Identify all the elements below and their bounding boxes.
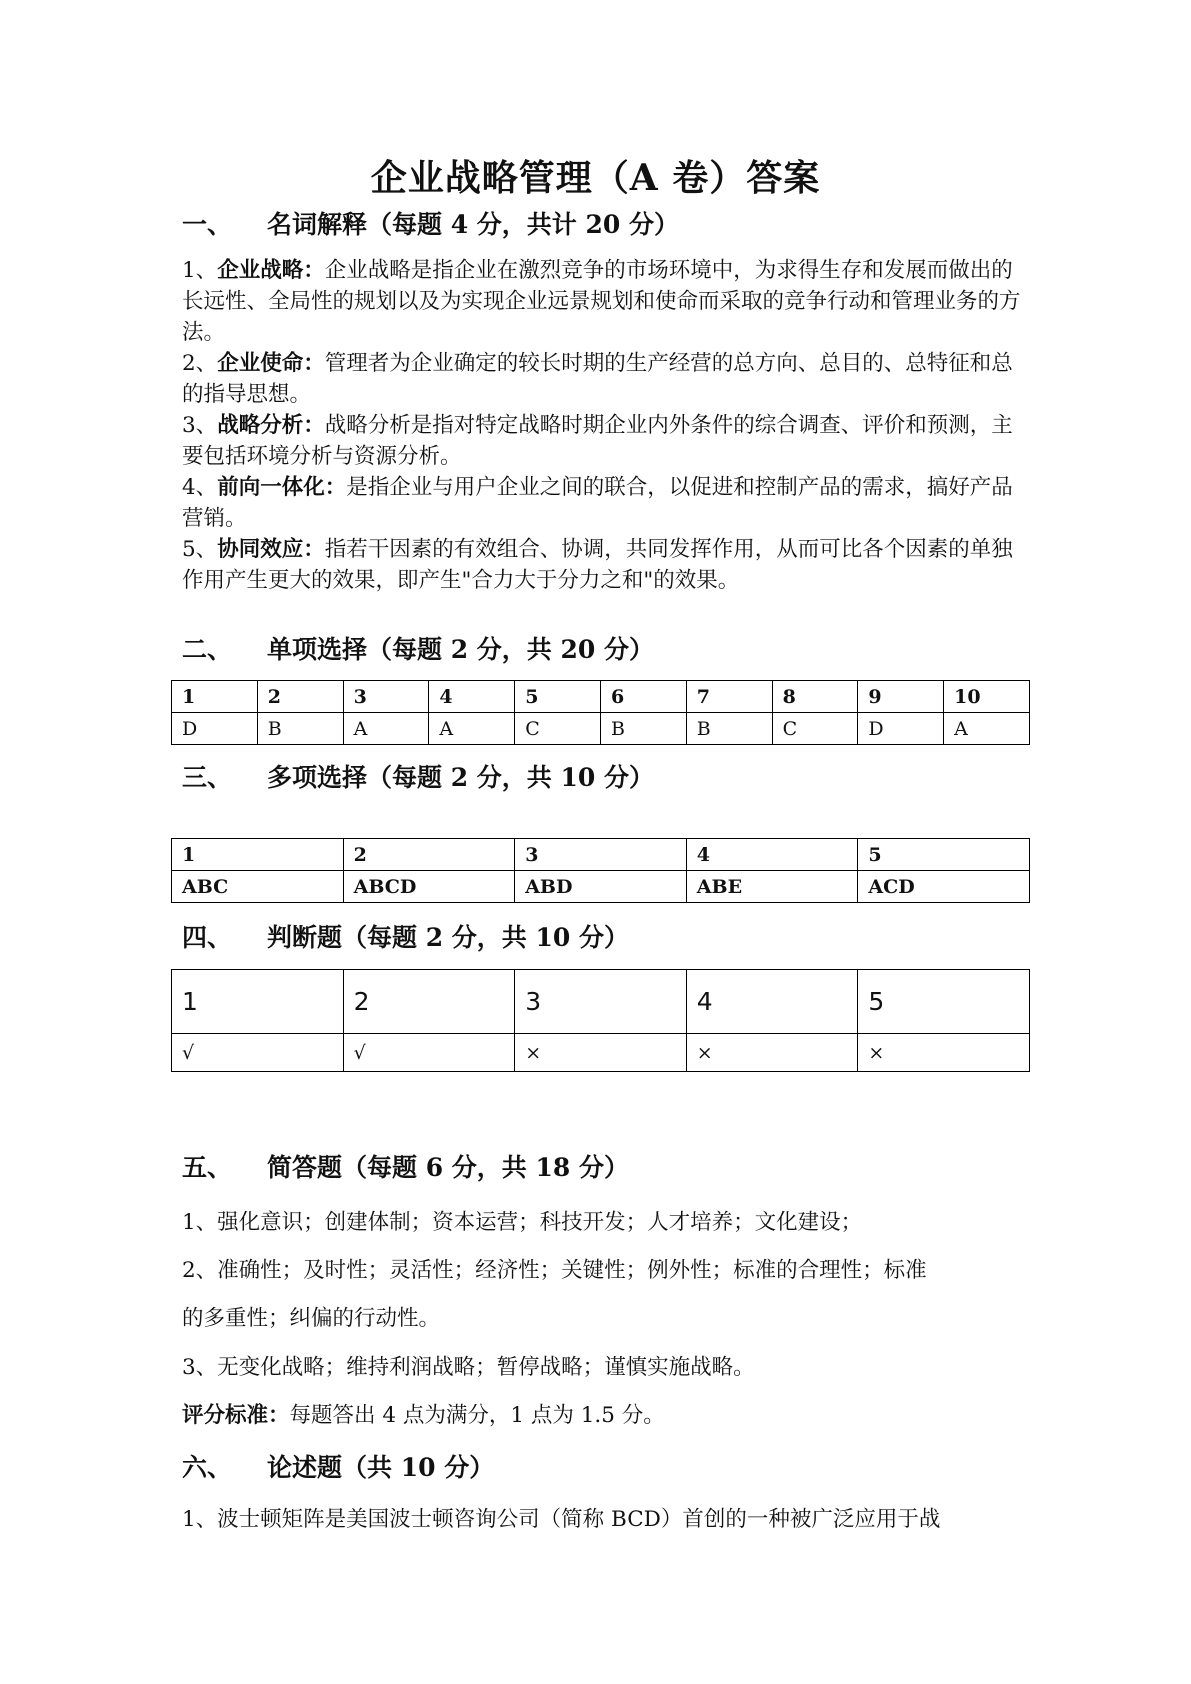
section-title: 多项选择（每题 2 分，共 10 分） bbox=[267, 763, 655, 792]
definition-separator: ： bbox=[303, 258, 325, 283]
table-cell: A bbox=[343, 713, 429, 745]
section-number: 二、 bbox=[182, 635, 233, 664]
section-number: 五、 bbox=[182, 1153, 233, 1182]
definition-item bbox=[182, 534, 1022, 596]
definition-number: 1、 bbox=[182, 258, 218, 283]
table-cell: 9 bbox=[858, 681, 944, 713]
table-cell: 1 bbox=[172, 970, 344, 1034]
table-cell: ACD bbox=[858, 871, 1030, 903]
table-cell: 10 bbox=[944, 681, 1030, 713]
section-number: 六、 bbox=[182, 1453, 233, 1482]
table-cell: ABE bbox=[686, 871, 858, 903]
table-cell: ABD bbox=[515, 871, 687, 903]
table-cell: A bbox=[944, 713, 1030, 745]
true-false-table bbox=[171, 969, 1030, 1072]
table-cell: 7 bbox=[686, 681, 772, 713]
document-title: 企业战略管理（A 卷）答案 bbox=[370, 157, 821, 199]
section-heading-3 bbox=[182, 758, 654, 794]
definition-term: 协同效应 bbox=[217, 537, 304, 562]
table-row bbox=[172, 713, 1030, 745]
short-answer-line: 1、强化意识；创建体制；资本运营；科技开发；人才培养；文化建设； bbox=[182, 1210, 863, 1235]
short-answer-line: 2、准确性；及时性；灵活性；经济性；关键性；例外性；标准的合理性；标准 bbox=[182, 1258, 927, 1283]
single-choice-table bbox=[171, 680, 1030, 745]
table-cell: 3 bbox=[515, 839, 687, 871]
table-cell: 2 bbox=[257, 681, 343, 713]
definition-text: 企业战略是指企业在激烈竞争的市场环境中，为求得生存和发展而做出的长远性、全局性的规划以及为实现企业远景规划和使命而采取的竞争行动和管理业务的方法。 bbox=[182, 258, 1021, 345]
table-cell: × bbox=[686, 1034, 858, 1072]
multi-choice-table bbox=[171, 838, 1030, 903]
definition-number: 5、 bbox=[182, 537, 218, 562]
table-cell: 1 bbox=[172, 839, 344, 871]
table-cell: B bbox=[600, 713, 686, 745]
definition-separator: ： bbox=[303, 537, 325, 562]
table-cell: × bbox=[858, 1034, 1030, 1072]
table-cell: 3 bbox=[515, 970, 687, 1034]
definition-term: 前向一体化 bbox=[217, 475, 325, 500]
table-cell: D bbox=[858, 713, 944, 745]
short-answer-line: 的多重性；纠偏的行动性。 bbox=[182, 1306, 441, 1331]
definitions-list bbox=[182, 255, 1022, 596]
essay-answer-line: 1、波士顿矩阵是美国波士顿咨询公司（简称 BCD）首创的一种被广泛应用于战 bbox=[182, 1507, 941, 1532]
table-cell: ABC bbox=[172, 871, 344, 903]
section-heading-1 bbox=[182, 205, 679, 241]
definition-separator: ： bbox=[303, 351, 325, 376]
short-answer-line: 3、无变化战略；维持利润战略；暂停战略；谨慎实施战略。 bbox=[182, 1355, 755, 1380]
table-cell: 2 bbox=[343, 839, 515, 871]
table-cell: C bbox=[515, 713, 601, 745]
table-cell: 4 bbox=[686, 970, 858, 1034]
section-heading-6 bbox=[182, 1448, 494, 1484]
table-cell: ABCD bbox=[343, 871, 515, 903]
definition-separator: ： bbox=[324, 475, 347, 500]
section-title: 论述题（共 10 分） bbox=[267, 1453, 495, 1482]
grading-label: 评分标准： bbox=[182, 1403, 290, 1428]
grading-text: 每题答出 4 点为满分，1 点为 1.5 分。 bbox=[289, 1403, 665, 1428]
table-row bbox=[172, 1034, 1030, 1072]
section-number: 四、 bbox=[182, 923, 233, 952]
definition-separator: ： bbox=[303, 413, 325, 438]
table-cell: 3 bbox=[343, 681, 429, 713]
definition-term: 企业使命 bbox=[217, 351, 304, 376]
grading-note bbox=[182, 1398, 1022, 1429]
definition-text: 战略分析是指对特定战略时期企业内外条件的综合调查、评价和预测，主要包括环境分析与资源分析。 bbox=[182, 413, 1013, 469]
section-number: 三、 bbox=[182, 763, 233, 792]
table-cell: 8 bbox=[772, 681, 858, 713]
table-header-row bbox=[172, 970, 1030, 1034]
definition-text: 指若干因素的有效组合、协调，共同发挥作用，从而可比各个因素的单独作用产生更大的效果，即产生"合力大于分力之和"的效果。 bbox=[182, 537, 1013, 593]
section-heading-2 bbox=[182, 630, 654, 666]
table-cell: A bbox=[429, 713, 515, 745]
table-cell: C bbox=[772, 713, 858, 745]
section-title: 名词解释（每题 4 分，共计 20 分） bbox=[267, 210, 680, 239]
definition-number: 2、 bbox=[182, 351, 218, 376]
definition-item bbox=[182, 410, 1022, 472]
table-cell: 6 bbox=[600, 681, 686, 713]
section-title: 简答题（每题 6 分，共 18 分） bbox=[267, 1153, 630, 1182]
definition-text: 管理者为企业确定的较长时期的生产经营的总方向、总目的、总特征和总的指导思想。 bbox=[182, 351, 1013, 407]
section-heading-5 bbox=[182, 1148, 629, 1184]
table-cell: √ bbox=[343, 1034, 515, 1072]
table-cell: B bbox=[257, 713, 343, 745]
definition-text: 是指企业与用户企业之间的联合，以促进和控制产品的需求，搞好产品营销。 bbox=[182, 475, 1013, 531]
table-cell: B bbox=[686, 713, 772, 745]
section-heading-4 bbox=[182, 918, 629, 954]
table-cell: D bbox=[172, 713, 258, 745]
definition-term: 企业战略 bbox=[217, 258, 304, 283]
table-header-row bbox=[172, 839, 1030, 871]
table-row bbox=[172, 871, 1030, 903]
definition-term: 战略分析 bbox=[217, 413, 304, 438]
table-cell: 1 bbox=[172, 681, 258, 713]
table-cell: × bbox=[515, 1034, 687, 1072]
definition-item bbox=[182, 472, 1022, 534]
table-cell: 2 bbox=[343, 970, 515, 1034]
table-cell: 5 bbox=[858, 970, 1030, 1034]
definition-item bbox=[182, 348, 1022, 410]
table-cell: 4 bbox=[686, 839, 858, 871]
definition-item bbox=[182, 255, 1022, 348]
table-cell: 5 bbox=[858, 839, 1030, 871]
definition-number: 4、 bbox=[182, 475, 218, 500]
table-cell: 5 bbox=[515, 681, 601, 713]
table-cell: 4 bbox=[429, 681, 515, 713]
table-header-row bbox=[172, 681, 1030, 713]
definition-number: 3、 bbox=[182, 413, 218, 438]
section-title: 判断题（每题 2 分，共 10 分） bbox=[267, 923, 630, 952]
section-number: 一、 bbox=[182, 210, 233, 239]
table-cell: √ bbox=[172, 1034, 344, 1072]
section-title: 单项选择（每题 2 分，共 20 分） bbox=[267, 635, 655, 664]
